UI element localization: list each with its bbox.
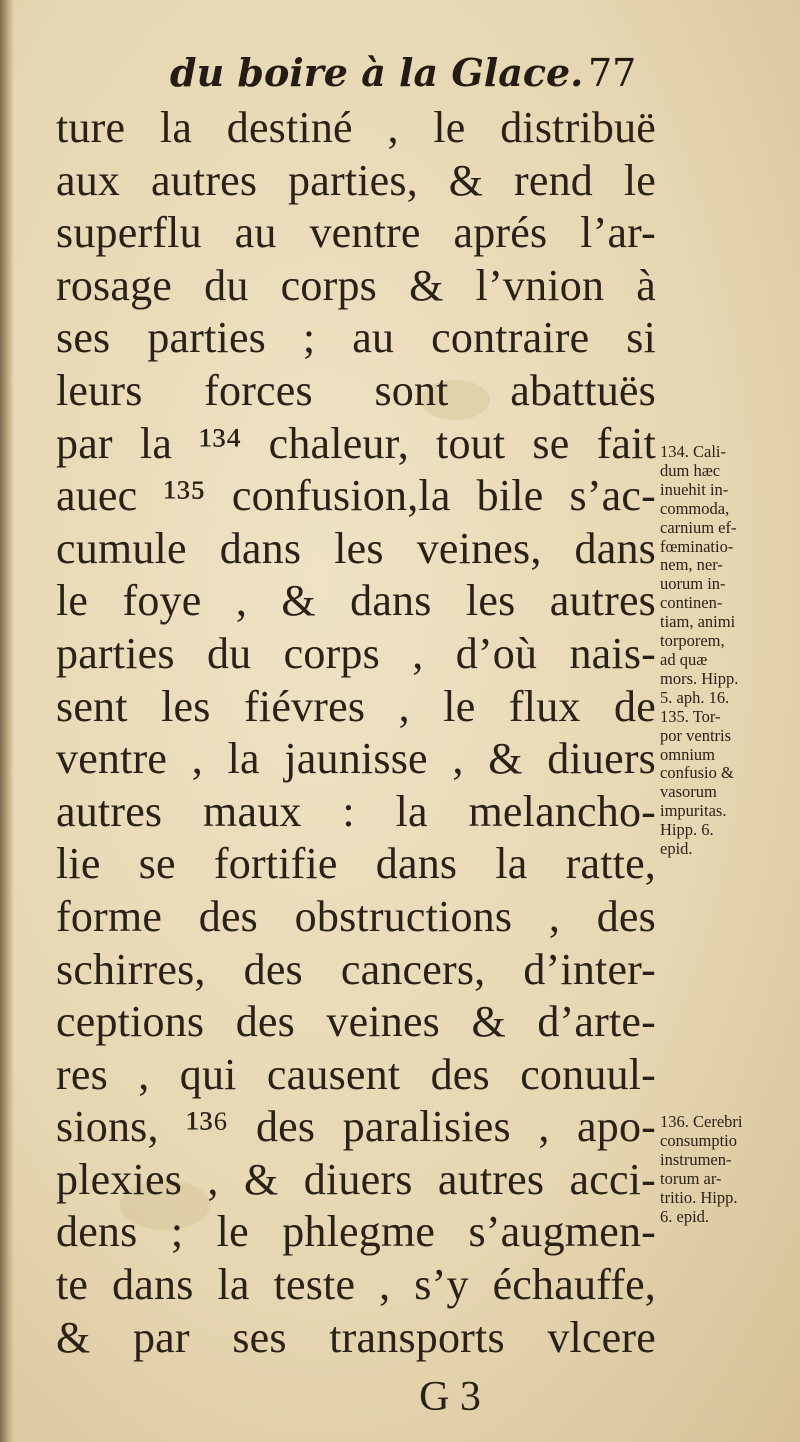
text-line: ventre , la jaunisse , & diuers bbox=[56, 734, 656, 784]
text-line: schirres, des cancers, d’inter- bbox=[56, 944, 656, 994]
text-line: dens ; le phlegme s’augmen- bbox=[56, 1207, 656, 1257]
margin-note-line: torum ar- bbox=[660, 1168, 722, 1188]
text-line: cumule dans les veines, dans bbox=[56, 523, 656, 573]
margin-note-line: 6. epid. bbox=[660, 1206, 710, 1226]
text-line: res , qui causent des conuul- bbox=[56, 1049, 656, 1099]
margin-note-line: confusio & bbox=[660, 763, 734, 783]
text-line: ses parties ; au contraire si bbox=[56, 313, 656, 363]
margin-note-line: continen- bbox=[660, 593, 723, 613]
text-line: lie se fortifie dans la ratte, bbox=[56, 839, 656, 889]
running-head-title: du boire à la Glace. bbox=[170, 50, 584, 95]
margin-note-line: impuritas. bbox=[660, 801, 727, 821]
main-text-block bbox=[56, 102, 656, 1364]
text-line: par la ¹³⁴ chaleur, tout se fait bbox=[56, 418, 656, 468]
text-line: & par ses transports vlcere bbox=[56, 1312, 656, 1362]
text-line: parties du corps , d’où nais- bbox=[56, 628, 656, 678]
text-line: te dans la teste , s’y échauffe, bbox=[56, 1260, 656, 1310]
text-line: plexies , & diuers autres acci- bbox=[56, 1154, 656, 1204]
text-line: forme des obstructions , des bbox=[56, 891, 656, 941]
text-line: ture la destiné , le distribuë bbox=[56, 103, 656, 152]
margin-note-line: fœminatio- bbox=[660, 536, 734, 556]
text-line: le foye , & dans les autres bbox=[56, 576, 656, 626]
text-line: sent les fiévres , le flux de bbox=[56, 681, 656, 731]
margin-note-line: omnium bbox=[660, 744, 716, 764]
margin-note-line: consumptio bbox=[660, 1130, 737, 1150]
margin-note-line: Hipp. 6. bbox=[660, 820, 714, 840]
margin-note-line: carnium ef- bbox=[660, 517, 737, 537]
margin-note-line: por ventris bbox=[660, 725, 732, 745]
margin-note-line: 136. Cerebri bbox=[660, 1112, 743, 1131]
text-line: sions, ¹³⁶ des paralisies , apo- bbox=[56, 1102, 656, 1152]
text-line: aux autres parties, & rend le bbox=[56, 155, 656, 205]
margin-note-line: nem, ner- bbox=[660, 555, 723, 575]
margin-note-line: torporem, bbox=[660, 631, 725, 651]
margin-note-line: 5. aph. 16. bbox=[660, 687, 730, 707]
text-line: rosage du corps & l’vnion à bbox=[56, 260, 656, 310]
page-spine-shadow bbox=[0, 0, 14, 1442]
margin-note-line: commoda, bbox=[660, 498, 730, 518]
text-line: auec ¹³⁵ confusion,la bile s’ac- bbox=[56, 471, 656, 521]
margin-note-line: mors. Hipp. bbox=[660, 668, 739, 688]
signature-mark: G 3 bbox=[419, 1374, 481, 1420]
margin-note-134-135 bbox=[660, 443, 790, 859]
margin-note-line: ad quæ bbox=[660, 649, 708, 669]
margin-note-line: uorum in- bbox=[660, 574, 726, 594]
margin-note-line: vasorum bbox=[660, 782, 717, 802]
margin-note-136 bbox=[660, 1113, 790, 1226]
text-line: ceptions des veines & d’arte- bbox=[56, 997, 656, 1047]
text-line: superflu au ventre aprés l’ar- bbox=[56, 208, 656, 258]
margin-note-line: tritio. Hipp. bbox=[660, 1187, 738, 1207]
margin-note-line: inuehit in- bbox=[660, 479, 729, 499]
text-line: autres maux : la melancho- bbox=[56, 786, 656, 836]
margin-note-line: epid. bbox=[660, 839, 693, 859]
margin-note-line: 134. Cali- bbox=[660, 442, 726, 461]
margin-note-line: 135. Tor- bbox=[660, 706, 721, 726]
text-line: leurs forces sont abattuës bbox=[56, 365, 656, 415]
page-number: 77 bbox=[588, 51, 637, 95]
margin-note-line: tiam, animi bbox=[660, 612, 736, 632]
margin-note-line: dum hæc bbox=[660, 460, 721, 480]
margin-note-line: instrumen- bbox=[660, 1149, 732, 1169]
running-head bbox=[160, 48, 660, 98]
